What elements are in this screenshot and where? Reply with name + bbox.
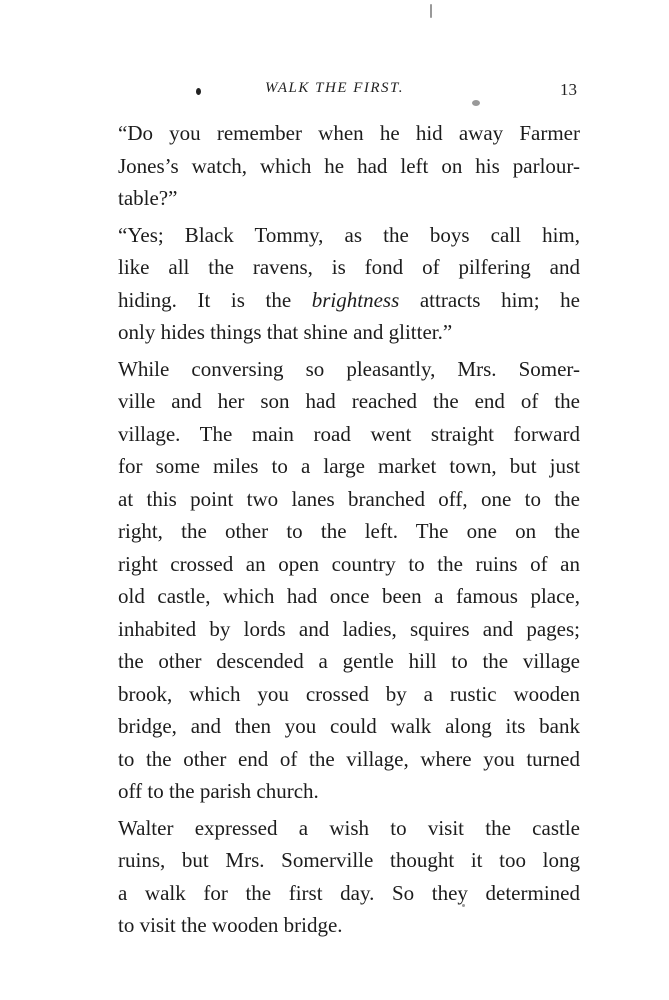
text-line: to visit the wooden bridge. (118, 913, 343, 937)
text-line: to the other end of the village, where you turned (118, 746, 580, 771)
text-line: table?” (118, 186, 178, 210)
paragraph-2 (118, 219, 580, 349)
text-line: ville and her son had reached the end of the (118, 389, 580, 413)
text-line: “Yes; Black Tommy, as the boys call him, (118, 222, 580, 247)
text-segment: hiding. It is the (118, 287, 312, 312)
paragraph-1 (118, 117, 580, 215)
ink-speck (472, 100, 480, 106)
text-line: inhabited by lords and ladies, squires and pages; (118, 616, 580, 641)
paragraph-3 (118, 353, 580, 808)
text-line: right crossed an open country to the ruins of an (118, 551, 580, 576)
text-line: While conversing so pleasantly, Mrs. Somer- (118, 356, 580, 381)
text-line: right, the other to the left. The one on the (118, 519, 580, 543)
text-line: only hides things that shine and glitter.” (118, 320, 453, 344)
text-line: brook, which you crossed by a rustic wooden (118, 681, 580, 706)
text-line: village. The main road went straight forward (118, 421, 580, 446)
text-line: Jones’s watch, which he had left on his parlour- (118, 153, 580, 178)
text-line: old castle, which had once been a famous place, (118, 584, 580, 608)
page-number: 13 (560, 80, 577, 99)
body-text (118, 117, 580, 946)
text-line: bridge, and then you could walk along its bank (118, 714, 580, 738)
text-line: ruins, but Mrs. Somerville thought it too long (118, 848, 580, 872)
text-line-with-emphasis (118, 284, 580, 317)
text-line: off to the parish church. (118, 779, 319, 803)
text-segment: attracts him; he (399, 287, 580, 312)
text-line: “Do you remember when he hid away Farmer (118, 121, 580, 145)
text-line: for some miles to a large market town, but just (118, 454, 580, 478)
paragraph-4 (118, 812, 580, 942)
text-line: like all the ravens, is fond of pilfering and (118, 255, 580, 279)
text-line: the other descended a gentle hill to the village (118, 649, 580, 673)
ink-speck (462, 904, 465, 907)
text-line: at this point two lanes branched off, one to the (118, 486, 580, 511)
emphasized-word: brightness (311, 287, 400, 312)
running-title: WALK THE FIRST. (264, 80, 405, 96)
running-head (0, 80, 669, 104)
text-line: a walk for the first day. So they determined (118, 880, 580, 905)
text-line: Walter expressed a wish to visit the castle (118, 815, 580, 840)
ink-speck (430, 4, 432, 18)
